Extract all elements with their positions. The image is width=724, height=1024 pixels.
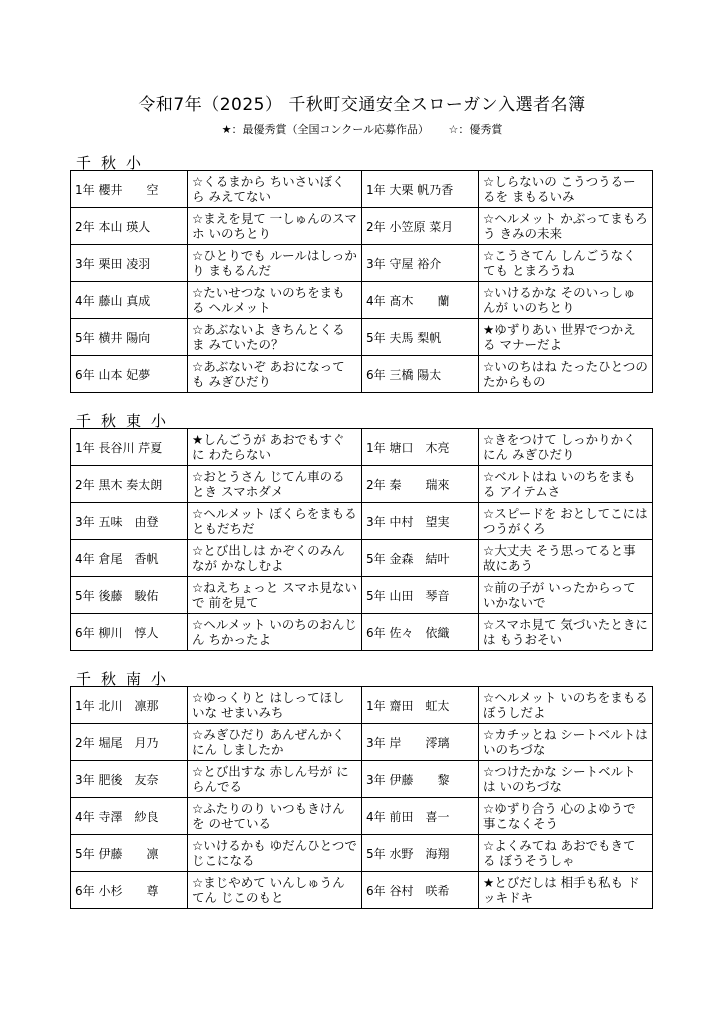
student-name: 1年 大栗 帆乃香 [362, 171, 479, 208]
student-name: 3年 岸 澪璃 [362, 724, 479, 761]
slogan-text: ☆まじやめて いんしゅうんてん じこのもと [188, 872, 362, 909]
slogan-text: ☆あぶないぞ あおになっても みぎひだり [188, 356, 362, 393]
student-name: 5年 金森 結叶 [362, 540, 479, 577]
student-name: 1年 塘口 木亮 [362, 429, 479, 466]
slogan-text: ☆ヘルメット いのちのおんじん ちかったよ [188, 614, 362, 651]
slogan-text: ☆ヘルメット ぼくらをまもる ともだちだ [188, 503, 362, 540]
student-name: 5年 水野 海翔 [362, 835, 479, 872]
student-name: 4年 寺澤 紗良 [71, 798, 188, 835]
slogan-text: ☆カチッとね シートベルトは いのちづな [479, 724, 653, 761]
student-name: 4年 前田 喜一 [362, 798, 479, 835]
table-row [71, 466, 653, 503]
student-name: 4年 倉尾 香帆 [71, 540, 188, 577]
slogan-text: ☆いけるかも ゆだんひとつで じこになる [188, 835, 362, 872]
slogan-text: ☆おとうさん じてん車のるとき スマホダメ [188, 466, 362, 503]
student-name: 6年 小杉 尊 [71, 872, 188, 909]
table-row [71, 171, 653, 208]
student-name: 1年 櫻井 空 [71, 171, 188, 208]
student-name: 2年 黒木 奏太朗 [71, 466, 188, 503]
table-row [71, 835, 653, 872]
slogan-text: ☆ヘルメット いのちをまもる ぼうしだよ [479, 687, 653, 724]
table-row [71, 577, 653, 614]
slogan-text: ☆たいせつな いのちをまもる ヘルメット [188, 282, 362, 319]
table-row [71, 540, 653, 577]
slogan-text: ☆つけたかな シートベルトは いのちづな [479, 761, 653, 798]
student-name: 3年 伊藤 黎 [362, 761, 479, 798]
student-name: 5年 山田 琴音 [362, 577, 479, 614]
slogan-text: ☆前の子が いったからって いかないで [479, 577, 653, 614]
slogan-text: ☆ゆずり合う 心のよゆうで 事こなくそう [479, 798, 653, 835]
student-name: 5年 後藤 駿佑 [71, 577, 188, 614]
slogan-text: ☆とび出しは かぞくのみんなが かなしむよ [188, 540, 362, 577]
student-name: 3年 中村 望実 [362, 503, 479, 540]
slogan-text: ☆きをつけて しっかりかくにん みぎひだり [479, 429, 653, 466]
table-row [71, 798, 653, 835]
table-row [71, 319, 653, 356]
student-name: 3年 栗田 凌羽 [71, 245, 188, 282]
slogan-text: ☆ひとりでも ルールはしっかり まもるんだ [188, 245, 362, 282]
slogan-text: ☆スピードを おとしてこには つうがくろ [479, 503, 653, 540]
slogan-text: ★ゆずりあい 世界でつかえる マナーだよ [479, 319, 653, 356]
student-name: 6年 谷村 咲希 [362, 872, 479, 909]
table-row [71, 208, 653, 245]
slogan-text: ☆しらないの こうつうるーるを まもるいみ [479, 171, 653, 208]
student-name: 1年 北川 凛那 [71, 687, 188, 724]
table-row [71, 356, 653, 393]
slogan-text: ☆ねえちょっと スマホ見ないで 前を見て [188, 577, 362, 614]
award-legend [0, 121, 724, 137]
school-heading: 千秋東小 [76, 412, 177, 430]
slogan-text: ★しんごうが あおでもすぐに わたらない [188, 429, 362, 466]
slogan-text: ☆あぶないよ きちんとくるま みていたの？ [188, 319, 362, 356]
table-row [71, 429, 653, 466]
student-name: 6年 三橋 陽太 [362, 356, 479, 393]
student-name: 6年 佐々 依織 [362, 614, 479, 651]
school-heading: 千秋南小 [76, 670, 177, 688]
student-name: 4年 髙木 蘭 [362, 282, 479, 319]
slogan-text: ☆大丈夫 そう思ってると事故にあう [479, 540, 653, 577]
table-row [71, 872, 653, 909]
table-row [71, 724, 653, 761]
student-name: 3年 守屋 裕介 [362, 245, 479, 282]
student-name: 1年 齋田 虹太 [362, 687, 479, 724]
table-row [71, 761, 653, 798]
table-row [71, 614, 653, 651]
student-name: 6年 柳川 惇人 [71, 614, 188, 651]
slogan-text: ☆ベルトはね いのちをまもる アイテムさ [479, 466, 653, 503]
student-name: 5年 横井 陽向 [71, 319, 188, 356]
legend-best-award: ★：最優秀賞（全国コンクール応募作品） [221, 123, 430, 136]
school-heading: 千秋小 [76, 154, 152, 172]
student-name: 4年 藤山 真成 [71, 282, 188, 319]
slogan-text: ☆みぎひだり あんぜんかくにん しましたか [188, 724, 362, 761]
student-name: 2年 小笠原 菜月 [362, 208, 479, 245]
student-name: 2年 本山 瑛人 [71, 208, 188, 245]
slogan-text: ☆ゆっくりと はしってほしいな せまいみち [188, 687, 362, 724]
slogan-text: ☆いけるかな そのいっしゅんが いのちとり [479, 282, 653, 319]
slogan-text: ☆まえを見て 一しゅんのスマホ いのちとり [188, 208, 362, 245]
slogan-text: ☆スマホ見て 気づいたときには もうおそい [479, 614, 653, 651]
student-name: 5年 夫馬 梨帆 [362, 319, 479, 356]
slogan-text: ☆こうさてん しんごうなくても とまろうね [479, 245, 653, 282]
student-name: 1年 長谷川 芹夏 [71, 429, 188, 466]
slogan-text: ☆くるまから ちいさいぼくら みえてない [188, 171, 362, 208]
table-row [71, 687, 653, 724]
slogan-text: ☆ふたりのり いつもきけんを のせている [188, 798, 362, 835]
student-name: 6年 山本 妃夢 [71, 356, 188, 393]
winners-table [70, 686, 653, 909]
winners-table [70, 428, 653, 651]
page-title: 令和7年（2025） 千秋町交通安全スローガン入選者名簿 [138, 95, 586, 115]
slogan-text: ☆いのちはね たったひとつの たからもの [479, 356, 653, 393]
slogan-text: ☆よくみてね あおでもきてる ぼうそうしゃ [479, 835, 653, 872]
table-row [71, 282, 653, 319]
table-row [71, 503, 653, 540]
student-name: 3年 肥後 友奈 [71, 761, 188, 798]
slogan-text: ☆とび出すな 赤しん号が にらんでる [188, 761, 362, 798]
winners-table [70, 170, 653, 393]
student-name: 5年 伊藤 凛 [71, 835, 188, 872]
student-name: 3年 五味 由登 [71, 503, 188, 540]
student-name: 2年 堀尾 月乃 [71, 724, 188, 761]
student-name: 2年 秦 瑞來 [362, 466, 479, 503]
table-row [71, 245, 653, 282]
slogan-text: ☆ヘルメット かぶってまもろう きみの未来 [479, 208, 653, 245]
legend-excellent-award: ☆：優秀賞 [448, 123, 503, 136]
slogan-text: ★とびだしは 相手も私も ドッキドキ [479, 872, 653, 909]
